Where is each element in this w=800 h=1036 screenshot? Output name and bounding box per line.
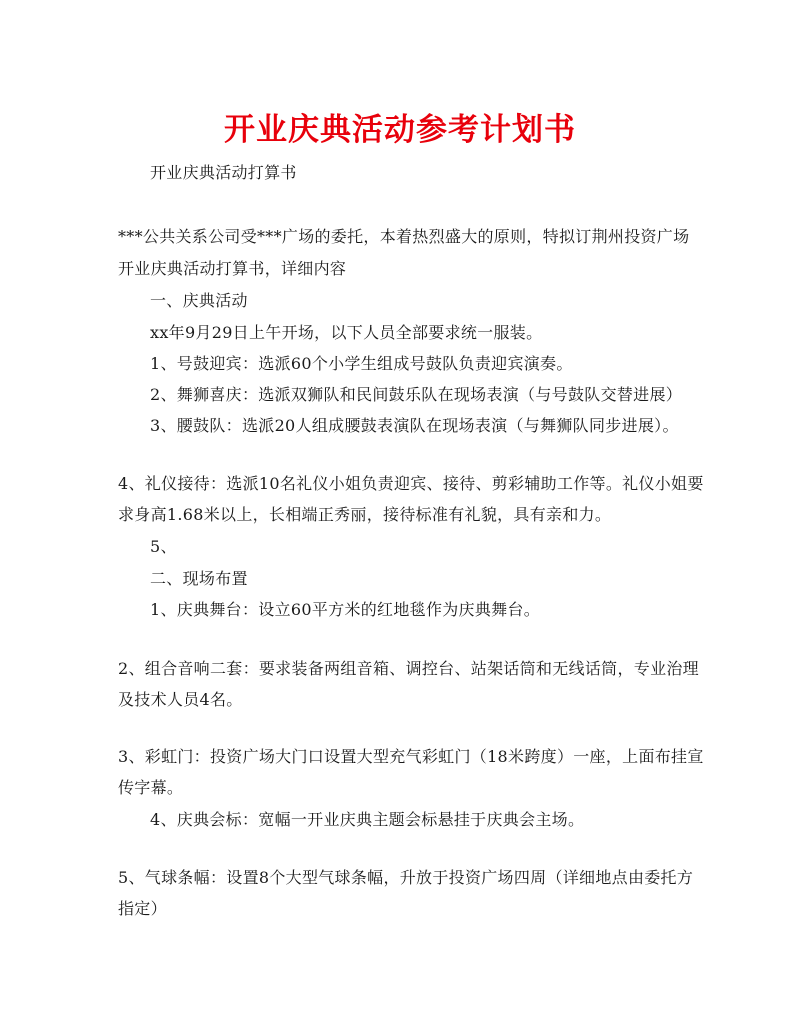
list-item-continuation: 求身高1.68米以上，长相端正秀丽，接待标准有礼貌，具有亲和力。 [118,505,612,524]
list-item: 2、组合音响二套：要求装备两组音箱、调控台、站架话筒和无线话筒，专业治理 [118,659,699,678]
list-item-continuation: 传字幕。 [118,778,184,797]
list-item-continuation: 指定） [118,899,167,918]
document-title: 开业庆典活动参考计划书 [224,112,576,148]
list-item: 1、庆典舞台：设立60平方米的红地毯作为庆典舞台。 [150,600,541,619]
list-item: 1、号鼓迎宾：选派60个小学生组成号鼓队负责迎宾演奏。 [150,354,573,373]
subtitle-line: 开业庆典活动打算书 [150,163,297,182]
list-item: 5、气球条幅：设置8个大型气球条幅，升放于投资广场四周（详细地点由委托方 [118,868,694,887]
list-item: 4、庆典会标：宽幅一开业庆典主题会标悬挂于庆典会主场。 [150,810,585,829]
list-item-continuation: 及技术人员4名。 [118,690,243,709]
section-heading: 一、庆典活动 [150,291,248,310]
body-line: xx年9月29日上午开场，以下人员全部要求统一服装。 [150,323,543,342]
list-item: 3、彩虹门：投资广场大门口设置大型充气彩虹门（18米跨度）一座，上面布挂宣 [118,747,704,766]
list-item: 4、礼仪接待：选派10名礼仪小姐负责迎宾、接待、剪彩辅助工作等。礼仪小姐要 [118,474,704,493]
list-item: 5、 [150,537,177,556]
section-heading: 二、现场布置 [150,569,248,588]
body-line: 开业庆典活动打算书，详细内容 [118,259,347,278]
body-line: ***公共关系公司受***广场的委托，本着热烈盛大的原则，特拟订荆州投资广场 [118,227,690,246]
list-item: 3、腰鼓队：选派20人组成腰鼓表演队在现场表演（与舞狮队同步进展）。 [150,416,679,435]
list-item: 2、舞狮喜庆：选派双狮队和民间鼓乐队在现场表演（与号鼓队交替进展） [150,385,683,404]
